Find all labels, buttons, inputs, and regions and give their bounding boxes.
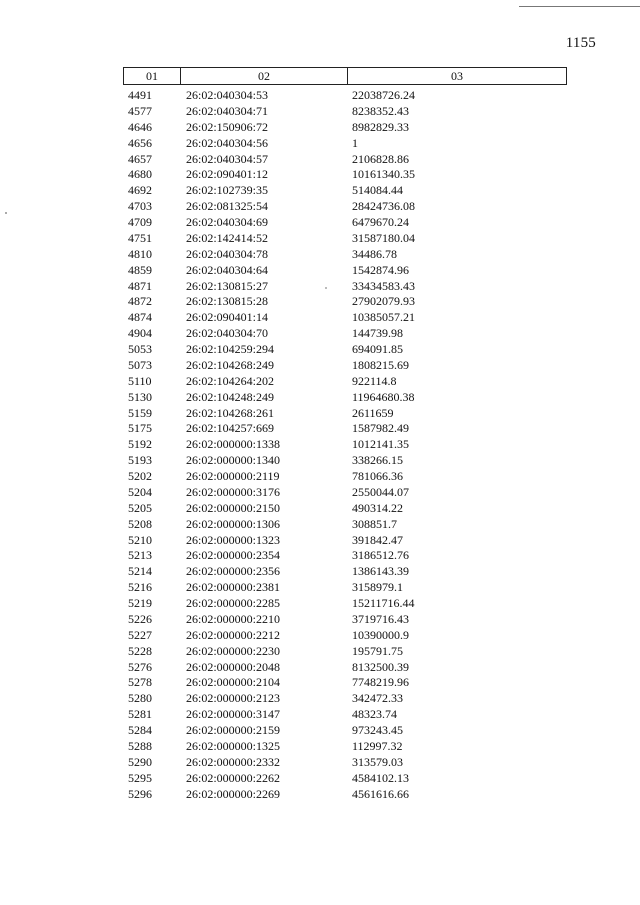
- table-row: [0, 215, 640, 231]
- value-cell: 10390000.9: [352, 627, 409, 642]
- value-cell: 313579.03: [352, 754, 403, 769]
- value-cell: 1: [352, 135, 358, 150]
- value-cell: 28424736.08: [352, 199, 415, 214]
- cadastral-number-cell: 26:02:000000:2150: [186, 500, 281, 515]
- row-number-cell: 5295: [128, 770, 152, 785]
- value-cell: 7748219.96: [352, 675, 409, 690]
- table-row: [0, 453, 640, 469]
- table-row: [0, 533, 640, 549]
- table-row: [0, 437, 640, 453]
- column-header-03: 03: [451, 69, 463, 83]
- cadastral-number-cell: 26:02:000000:2381: [186, 580, 281, 595]
- row-number-cell: 5053: [128, 342, 152, 356]
- row-number-cell: 5110: [128, 373, 152, 388]
- cadastral-number-cell: 26:02:000000:2332: [186, 754, 281, 769]
- row-number-cell: 5130: [128, 389, 152, 404]
- column-header-01: 01: [124, 68, 181, 84]
- cadastral-number-cell: 26:02:040304:71: [186, 103, 269, 118]
- table-row: [0, 644, 640, 660]
- cadastral-number-cell: 26:02:104257:669: [186, 421, 275, 436]
- table-row: [0, 199, 640, 215]
- value-cell: 1386143.39: [352, 564, 409, 579]
- value-cell: 338266.15: [352, 453, 403, 468]
- row-number-cell: 5210: [128, 532, 152, 547]
- value-cell: 514084.44: [352, 183, 403, 198]
- table-row: [0, 580, 640, 596]
- value-cell: 391842.47: [352, 532, 403, 547]
- table-body: [0, 88, 640, 802]
- cadastral-number-cell: 26:02:000000:1338: [186, 437, 281, 452]
- table-row: [0, 739, 640, 755]
- value-cell: 490314.22: [352, 500, 403, 515]
- cadastral-number-cell: 26:02:104264:202: [186, 373, 275, 388]
- cadastral-number-cell: 26:02:130815:28: [186, 294, 269, 309]
- value-cell: 27902079.93: [352, 294, 415, 309]
- table-row: [0, 342, 640, 358]
- table-row: [0, 358, 640, 374]
- table-row: [0, 421, 640, 437]
- value-cell: 48323.74: [352, 707, 397, 722]
- value-cell: 10385057.21: [352, 310, 415, 325]
- row-number-cell: 5284: [128, 723, 152, 737]
- cadastral-number-cell: 26:02:000000:3176: [186, 484, 281, 499]
- cadastral-number-cell: 26:02:000000:2356: [186, 564, 281, 579]
- value-cell: 8982829.33: [352, 119, 409, 134]
- value-cell: 10161340.35: [352, 167, 415, 182]
- row-number-cell: 5073: [128, 357, 152, 372]
- table-row: [0, 596, 640, 612]
- row-number-cell: 4692: [128, 183, 152, 198]
- cadastral-number-cell: 26:02:104248:249: [186, 389, 275, 404]
- cadastral-number-cell: 26:02:000000:1323: [186, 532, 281, 547]
- value-cell: 922114.8: [352, 373, 397, 388]
- cadastral-number-cell: 26:02:090401:14: [186, 310, 269, 325]
- cadastral-number-cell: 26:02:142414:52: [186, 230, 269, 245]
- row-number-cell: 4904: [128, 326, 152, 341]
- value-cell: 694091.85: [352, 342, 403, 356]
- table-row: [0, 406, 640, 422]
- table-header: [123, 67, 567, 85]
- cadastral-number-cell: 26:02:000000:2212: [186, 627, 281, 642]
- value-cell: 342472.33: [352, 691, 403, 706]
- table-row: [0, 183, 640, 199]
- cadastral-number-cell: 26:02:000000:2104: [186, 675, 281, 690]
- value-cell: 195791.75: [352, 643, 403, 658]
- cadastral-number-cell: 26:02:000000:2123: [186, 691, 281, 706]
- row-number-cell: 5202: [128, 469, 152, 483]
- value-cell: 4584102.13: [352, 770, 409, 785]
- cadastral-number-cell: 26:02:040304:70: [186, 326, 269, 341]
- table-row: [0, 675, 640, 691]
- table-row: [0, 152, 640, 168]
- value-cell: 1542874.96: [352, 262, 409, 277]
- value-cell: 6479670.24: [352, 215, 409, 229]
- row-number-cell: 4751: [128, 230, 152, 245]
- cadastral-number-cell: 26:02:040304:78: [186, 246, 269, 261]
- value-cell: 1808215.69: [352, 357, 409, 372]
- row-number-cell: 5296: [128, 786, 152, 801]
- cadastral-number-cell: 26:02:090401:12: [186, 167, 269, 182]
- value-cell: 15211716.44: [352, 596, 415, 610]
- cadastral-number-cell: 26:02:000000:2285: [186, 596, 281, 610]
- table-row: [0, 485, 640, 501]
- row-number-cell: 5205: [128, 500, 152, 515]
- top-rule: [519, 6, 640, 7]
- value-cell: 3186512.76: [352, 548, 409, 563]
- cadastral-number-cell: 26:02:040304:69: [186, 215, 269, 229]
- row-number-cell: 5204: [128, 484, 152, 499]
- value-cell: 3158979.1: [352, 580, 403, 595]
- cadastral-number-cell: 26:02:130815:27: [186, 278, 269, 293]
- cadastral-number-cell: 26:02:000000:2119: [186, 469, 280, 483]
- value-cell: 144739.98: [352, 326, 403, 341]
- table-row: [0, 294, 640, 310]
- value-cell: 2611659: [352, 405, 394, 420]
- row-number-cell: 4657: [128, 151, 152, 166]
- cadastral-number-cell: 26:02:000000:2354: [186, 548, 281, 563]
- row-number-cell: 4709: [128, 215, 152, 229]
- value-cell: 33434583.43: [352, 278, 415, 293]
- row-number-cell: 5214: [128, 564, 152, 579]
- row-number-cell: 5290: [128, 754, 152, 769]
- row-number-cell: 4872: [128, 294, 152, 309]
- table-row: [0, 691, 640, 707]
- table-row: [0, 660, 640, 676]
- table-row: [0, 279, 640, 295]
- cadastral-number-cell: 26:02:000000:2210: [186, 611, 281, 626]
- value-cell: 973243.45: [352, 723, 403, 737]
- table-row: [0, 755, 640, 771]
- cadastral-number-cell: 26:02:102739:35: [186, 183, 269, 198]
- row-number-cell: 4703: [128, 199, 152, 214]
- cadastral-number-cell: 26:02:040304:57: [186, 151, 269, 166]
- table-row: [0, 310, 640, 326]
- cadastral-number-cell: 26:02:000000:1325: [186, 738, 281, 753]
- table-row: [0, 469, 640, 485]
- table-row: [0, 136, 640, 152]
- table-row: [0, 104, 640, 120]
- value-cell: 781066.36: [352, 469, 403, 483]
- value-cell: 8132500.39: [352, 659, 409, 674]
- table-row: [0, 88, 640, 104]
- cadastral-number-cell: 26:02:000000:1340: [186, 453, 281, 468]
- cadastral-number-cell: 26:02:040304:64: [186, 262, 269, 277]
- cadastral-number-cell: 26:02:000000:3147: [186, 707, 281, 722]
- row-number-cell: 5281: [128, 707, 152, 722]
- column-header-02: 02: [181, 68, 348, 84]
- value-cell: 34486.78: [352, 246, 397, 261]
- table-row: [0, 517, 640, 533]
- row-number-cell: 5228: [128, 643, 152, 658]
- table-row: [0, 707, 640, 723]
- value-cell: 22038726.24: [352, 88, 415, 102]
- cadastral-number-cell: 26:02:081325:54: [186, 199, 269, 214]
- table-row: [0, 612, 640, 628]
- cadastral-number-cell: 26:02:104268:261: [186, 405, 275, 420]
- value-cell: 112997.32: [352, 738, 403, 753]
- cadastral-number-cell: 26:02:104259:294: [186, 342, 275, 356]
- row-number-cell: 5226: [128, 611, 152, 626]
- table-row: [0, 167, 640, 183]
- row-number-cell: 5227: [128, 627, 152, 642]
- row-number-cell: 4491: [128, 88, 152, 102]
- value-cell: 1012141.35: [352, 437, 409, 452]
- table-row: [0, 564, 640, 580]
- scan-speck: [325, 287, 327, 289]
- table-row: [0, 390, 640, 406]
- table-row: [0, 771, 640, 787]
- cadastral-number-cell: 26:02:040304:56: [186, 135, 269, 150]
- row-number-cell: 5288: [128, 738, 152, 753]
- table-row: [0, 723, 640, 739]
- table-row: [0, 263, 640, 279]
- cadastral-number-cell: 26:02:104268:249: [186, 357, 275, 372]
- row-number-cell: 4680: [128, 167, 152, 182]
- page-number: 1155: [565, 35, 596, 51]
- value-cell: 4561616.66: [352, 786, 409, 801]
- row-number-cell: 5213: [128, 548, 152, 563]
- table-row: [0, 501, 640, 517]
- row-number-cell: 5278: [128, 675, 152, 690]
- value-cell: 3719716.43: [352, 611, 409, 626]
- row-number-cell: 5216: [128, 580, 152, 595]
- row-number-cell: 4646: [128, 119, 152, 134]
- table-row: [0, 247, 640, 263]
- cadastral-number-cell: 26:02:000000:2230: [186, 643, 281, 658]
- row-number-cell: 5175: [128, 421, 152, 436]
- table-row: [0, 374, 640, 390]
- row-number-cell: 5219: [128, 596, 152, 610]
- scan-speck: [5, 212, 7, 214]
- cadastral-number-cell: 26:02:000000:2269: [186, 786, 281, 801]
- value-cell: 2550044.07: [352, 484, 409, 499]
- row-number-cell: 5159: [128, 405, 152, 420]
- row-number-cell: 4871: [128, 278, 152, 293]
- row-number-cell: 5276: [128, 659, 152, 674]
- cadastral-number-cell: 26:02:000000:2048: [186, 659, 281, 674]
- row-number-cell: 4859: [128, 262, 152, 277]
- row-number-cell: 5193: [128, 453, 152, 468]
- row-number-cell: 5192: [128, 437, 152, 452]
- value-cell: 1587982.49: [352, 421, 409, 436]
- cadastral-number-cell: 26:02:000000:1306: [186, 516, 281, 531]
- table-row: [0, 628, 640, 644]
- row-number-cell: 5280: [128, 691, 152, 706]
- cadastral-number-cell: 26:02:150906:72: [186, 119, 269, 134]
- table-row: [0, 787, 640, 803]
- row-number-cell: 4874: [128, 310, 152, 325]
- cadastral-number-cell: 26:02:000000:2262: [186, 770, 281, 785]
- table-row: [0, 326, 640, 342]
- table-row: [0, 120, 640, 136]
- cadastral-number-cell: 26:02:000000:2159: [186, 723, 281, 737]
- value-cell: 8238352.43: [352, 103, 409, 118]
- value-cell: 2106828.86: [352, 151, 409, 166]
- row-number-cell: 4577: [128, 103, 152, 118]
- row-number-cell: 4810: [128, 246, 152, 261]
- cadastral-number-cell: 26:02:040304:53: [186, 88, 269, 102]
- row-number-cell: 5208: [128, 516, 152, 531]
- table-row: [0, 231, 640, 247]
- row-number-cell: 4656: [128, 135, 152, 150]
- value-cell: 11964680.38: [352, 389, 415, 404]
- value-cell: 308851.7: [352, 516, 397, 531]
- value-cell: 31587180.04: [352, 230, 415, 245]
- table-row: [0, 548, 640, 564]
